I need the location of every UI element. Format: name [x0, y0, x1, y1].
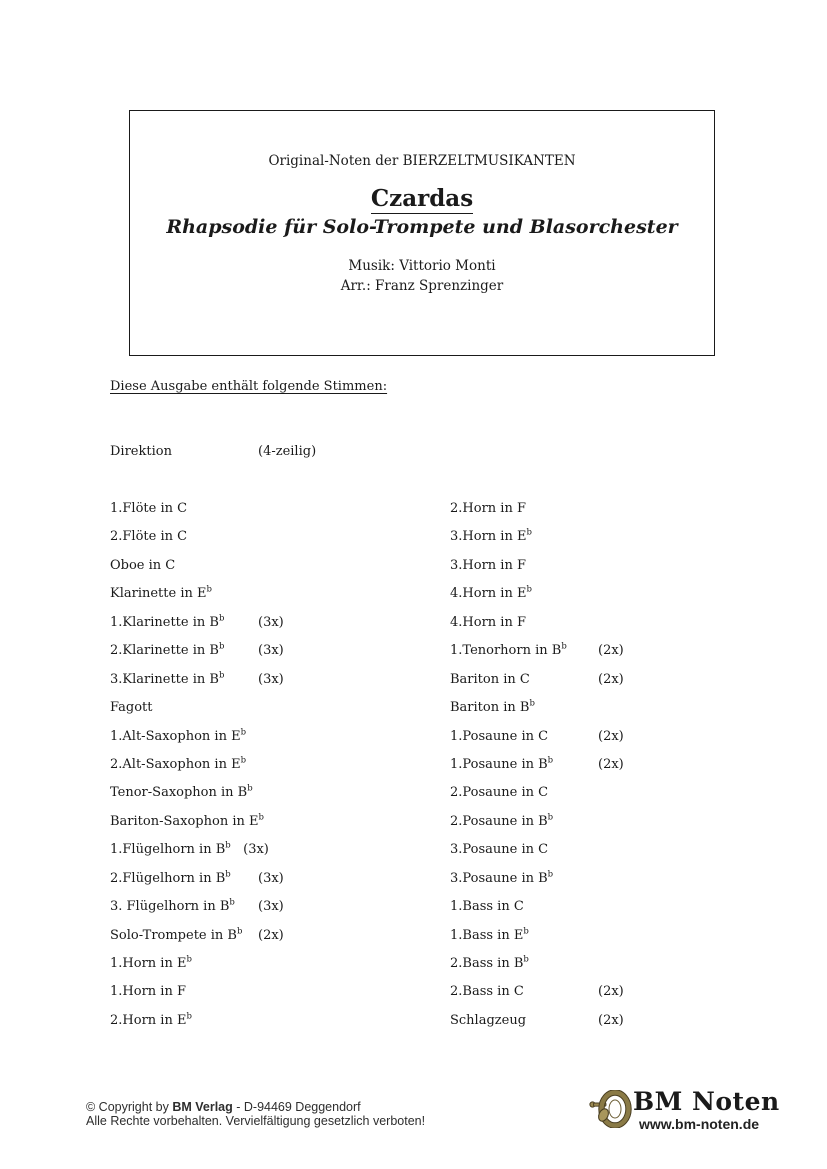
- part-count: (2x): [258, 927, 284, 943]
- part-name: 3.Klarinette in $B^b$: [110, 670, 225, 687]
- part-name: 2.Flügelhorn in $B^b$: [110, 869, 231, 886]
- part-name: 2.Horn in F: [450, 501, 526, 516]
- work-subtitle: Rhapsodie für Solo-Trompete und Blasorchester: [166, 216, 678, 238]
- part-name: 3.Horn in F: [450, 557, 526, 573]
- part-count: (3x): [258, 614, 284, 630]
- parts-column-left: [110, 501, 450, 1041]
- brass-horn-icon: [588, 1090, 632, 1128]
- part-name: Tenor-Saxophon in $B^b$: [110, 784, 253, 801]
- part-row: [450, 529, 790, 557]
- part-name: Bariton in $B^b$: [450, 698, 535, 716]
- part-name: 3.Posaune in $B^b$: [450, 869, 554, 886]
- part-row: [450, 501, 790, 529]
- part-name: 2.Bass in C: [450, 984, 524, 1000]
- part-count: (2x): [598, 671, 624, 687]
- part-row: [450, 899, 790, 927]
- part-row: [450, 928, 790, 956]
- series-title: Original-Noten der BIERZELTMUSIKANTEN: [268, 153, 576, 169]
- part-count: (3x): [258, 870, 284, 886]
- part-row: [450, 956, 790, 984]
- part-row: [450, 700, 790, 728]
- logo-wordmark: BM Noten: [633, 1087, 780, 1116]
- part-row: [450, 785, 790, 813]
- work-title-text: Czardas: [370, 185, 474, 212]
- part-name: 2.Bass in $B^b$: [450, 954, 529, 971]
- parts-column-right: [450, 501, 790, 1041]
- part-row: [450, 984, 790, 1012]
- part-name: 1.Klarinette in $B^b$: [110, 613, 225, 630]
- part-count: (3x): [258, 643, 284, 659]
- part-name: 1.Horn in F: [110, 984, 186, 1000]
- part-name: Bariton-Saxophon in $E^b$: [110, 812, 264, 829]
- part-note: (4-zeilig): [258, 444, 317, 459]
- part-row: [450, 586, 790, 614]
- part-row: [110, 1013, 450, 1041]
- part-row: [450, 842, 790, 870]
- part-name: 1.Bass in $E^b$: [450, 926, 529, 943]
- logo-website-url: www.bm-noten.de: [639, 1116, 760, 1132]
- part-name: Klarinette in $E^b$: [110, 584, 212, 602]
- part-name: 1.Posaune in C: [450, 728, 549, 744]
- part-row: [110, 899, 450, 927]
- part-row: [110, 672, 450, 700]
- direktion-row: [110, 444, 316, 459]
- part-name: 3.Horn in $E^b$: [450, 528, 532, 545]
- part-name: Bariton in C: [450, 671, 530, 687]
- part-row: [110, 785, 450, 813]
- work-title: [130, 185, 714, 214]
- part-row: [110, 956, 450, 984]
- part-row: [450, 757, 790, 785]
- part-name: Solo-Trompete in $B^b$: [110, 926, 243, 943]
- title-box: [129, 110, 715, 356]
- part-count: (3x): [258, 671, 284, 687]
- part-name: 2.Posaune in $B^b$: [450, 812, 554, 829]
- part-row: [450, 643, 790, 671]
- part-row: [110, 928, 450, 956]
- part-name: 2.Alt-Saxophon in $E^b$: [110, 755, 247, 772]
- rights-line: Alle Rechte vorbehalten. Vervielfältigung gesetzlich verboten!: [86, 1114, 426, 1128]
- part-row: [450, 672, 790, 700]
- part-row: [110, 586, 450, 614]
- part-row: [110, 700, 450, 728]
- part-name: 1.Alt-Saxophon in $E^b$: [110, 727, 247, 744]
- part-count: (2x): [598, 643, 624, 659]
- part-name: Schlagzeug: [450, 1012, 527, 1028]
- part-name: 4.Horn in $E^b$: [450, 584, 532, 602]
- publisher-name: BM Verlag: [172, 1100, 233, 1114]
- part-count: (2x): [598, 1012, 624, 1028]
- part-name: 2.Posaune in C: [450, 785, 549, 801]
- part-name: 1.Horn in $E^b$: [110, 954, 192, 971]
- part-row: [110, 871, 450, 899]
- arranger-credit: Arr.: Franz Sprenzinger: [340, 278, 504, 294]
- part-count: (3x): [258, 899, 284, 915]
- part-row: [110, 757, 450, 785]
- contents-heading: Diese Ausgabe enthält folgende Stimmen:: [110, 379, 388, 394]
- part-row: [450, 814, 790, 842]
- part-row: [450, 729, 790, 757]
- copyright-suffix: - D-94469 Deggendorf: [232, 1100, 361, 1114]
- part-name: 1.Flöte in C: [110, 501, 188, 516]
- part-name: 4.Horn in F: [450, 614, 526, 630]
- part-row: [110, 501, 450, 529]
- part-name: 2.Klarinette in $B^b$: [110, 641, 225, 659]
- part-row: [450, 1013, 790, 1041]
- part-name: Fagott: [110, 700, 153, 716]
- part-row: [110, 615, 450, 643]
- part-name: 2.Horn in $E^b$: [110, 1011, 192, 1028]
- part-row: [110, 842, 450, 870]
- part-row: [110, 814, 450, 842]
- part-row: [450, 615, 790, 643]
- part-row: [110, 729, 450, 757]
- composer-credit: Musik: Vittorio Monti: [348, 258, 496, 274]
- publisher-logo: [588, 1086, 780, 1136]
- part-name: 3. Flügelhorn in $B^b$: [110, 897, 235, 915]
- part-name: 1.Tenorhorn in $B^b$: [450, 641, 567, 659]
- part-row: [110, 643, 450, 671]
- part-count: (2x): [598, 756, 624, 772]
- copyright-notice: [86, 1100, 425, 1128]
- part-name: 1.Posaune in $B^b$: [450, 755, 554, 772]
- part-count: (2x): [598, 984, 624, 1000]
- copyright-prefix: © Copyright by: [86, 1100, 173, 1114]
- part-name: 3.Posaune in C: [450, 842, 549, 858]
- part-row: [110, 984, 450, 1012]
- part-name: 1.Flügelhorn in $B^b$ (3x): [110, 840, 269, 858]
- part-row: [450, 558, 790, 586]
- part-row: [110, 529, 450, 557]
- part-count: (2x): [598, 728, 624, 744]
- part-name: Direktion: [110, 444, 172, 459]
- part-row: [110, 558, 450, 586]
- copyright-line: [86, 1100, 425, 1114]
- part-name: 1.Bass in C: [450, 899, 524, 915]
- part-name: 2.Flöte in C: [110, 529, 188, 545]
- part-name: Oboe in C: [110, 557, 176, 573]
- part-row: [450, 871, 790, 899]
